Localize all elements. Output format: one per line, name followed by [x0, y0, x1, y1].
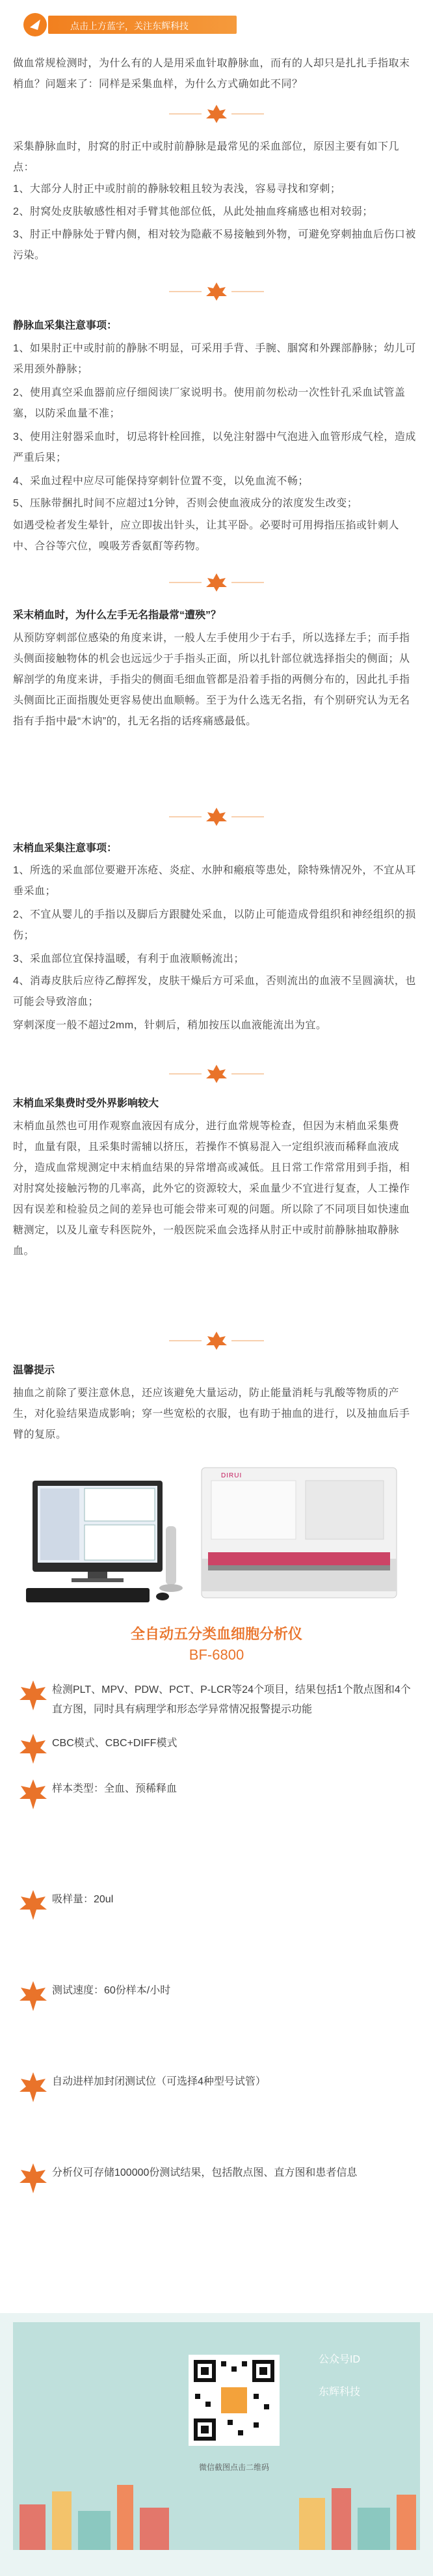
follow-banner[interactable]	[10, 9, 423, 40]
section4-item-2: 2、不宜从婴儿的手指以及脚后方跟腱处采血，以防止可能造成骨组织和神经组织的损伤；	[13, 909, 416, 941]
feature-text: 自动进样加封闭测试位（可选择4种型号试管）	[52, 2076, 266, 2087]
section2-title: 静脉血采集注意事项：	[13, 320, 118, 331]
section4-title: 末梢血采集注意事项：	[13, 843, 118, 854]
maple-leaf-divider	[0, 1328, 433, 1354]
feature-text: 样本类型：全血、预稀释血	[52, 1783, 177, 1794]
section1-intro: 采集静脉血时，肘窝的肘正中或肘前静脉是最常见的采血部位，原因主要有如下几点：	[13, 141, 400, 173]
section2-item-6: 如遇受检者发生晕针，应立即拔出针头，让其平卧。必要时可用拇指压掐或针刺人中、合谷等穴位，嗅吸芳香氨酊等药物。	[13, 520, 400, 552]
qr-code[interactable]	[189, 2355, 280, 2446]
section1-item-3: 3、肘正中静脉处于臂内侧，相对较为隐蔽不易接触到外物，可避免穿刺抽血后伤口被污染。	[13, 229, 416, 261]
section6-title: 温馨提示	[13, 1365, 55, 1376]
section2-item-3: 3、使用注射器采血时，切忌将针栓回推，以免注射器中气泡进入血管形成气栓，造成严重后果；	[13, 432, 416, 463]
feature-item	[13, 2157, 420, 2202]
section2-item-5: 5、压脉带捆扎时间不应超过1分钟，否则会使血液成分的浓度发生改变；	[13, 498, 358, 509]
product-title: 全自动五分类血细胞分析仪	[130, 1626, 302, 1642]
section2-item-1: 1、如果肘正中或肘前的静脉不明显，可采用手背、手腕、腘窝和外踝部静脉；幼儿可采用颈外静脉；	[13, 343, 416, 375]
section1-item-1: 1、大部分人肘正中或肘前的静脉较粗且较为表浅，容易寻找和穿刺；	[13, 184, 341, 195]
account-id-label: 公众号ID	[319, 2354, 361, 2365]
feature-item	[13, 1975, 420, 2020]
section2-item-4: 4、采血过程中应尽可能保持穿刺针位置不变，以免血流不畅；	[13, 476, 309, 487]
maple-leaf-divider	[0, 804, 433, 830]
section4-item-4: 4、消毒皮肤后应待乙醇挥发，皮肤干燥后方可采血，否则流出的血液不呈圆滴状，也可能会导致溶血；	[13, 976, 416, 1007]
intro-paragraph: 做血常规检测时，为什么有的人是用采血针取静脉血，而有的人却只是扎扎手指取末梢血？问题来了：同样是采集血样，为什么方式确如此不同？	[13, 58, 410, 90]
maple-leaf-icon	[17, 2162, 49, 2195]
footer	[0, 2313, 433, 2576]
leaf-icon	[22, 12, 48, 38]
product-model: BF-6800	[189, 1647, 244, 1663]
footer-panel	[13, 2322, 420, 2550]
maple-leaf-icon	[17, 2071, 49, 2103]
maple-leaf-icon	[17, 1889, 49, 1921]
section4-item-3: 3、采血部位宜保持温暖，有利于血液顺畅流出；	[13, 953, 244, 965]
feature-item	[13, 1674, 420, 1720]
section1-item-2: 2、肘窝处皮肤敏感性相对手臂其他部位低，从此处抽血疼痛感也相对较弱；	[13, 206, 373, 217]
feature-item	[13, 1727, 420, 1773]
brand-label: DIRUI	[221, 1472, 243, 1479]
maple-leaf-icon	[17, 1733, 49, 1765]
feature-item	[13, 2066, 420, 2111]
maple-leaf-divider	[0, 1061, 433, 1087]
feature-item	[13, 1884, 420, 1929]
feature-text: 分析仪可存储100000份测试结果，包括散点图、直方图和患者信息	[52, 2167, 358, 2178]
section5-body: 末梢血虽然也可用作观察血液因有成分，进行血常规等检查，但因为末梢血采集费时，血量有限，且采集时需辅以挤压，若操作不慎易混入一定组织液而稀释血液成分，造成血常规测定中末梢血结果的异常增高或减低。且日常工作常常用到手指，相对肘窝处接触污物的几率高，此外它的资源较大，采血量少不宜进行复查，人工操作因有误差和检验员之间的差异也可能会带来可观的问题。所以除了不同项目如快速血糖测定，以及儿童专科医院外，一般医院采血会选择从肘正中或肘前静脉抽取静脉血。	[13, 1121, 410, 1257]
section2-item-2: 2、使用真空采血器前应仔细阅读厂家说明书。使用前勿松动一次性针孔采血试管盖塞，以防采血量不准；	[13, 387, 406, 419]
maple-leaf-divider	[0, 101, 433, 127]
feature-text: CBC模式、CBC+DIFF模式	[52, 1738, 177, 1749]
feature-text: 测试速度：60份样本/小时	[52, 1985, 171, 1996]
section6-body: 抽血之前除了要注意休息，还应该避免大量运动，防止能量消耗与乳酸等物质的产生，对化验结果造成影响；穿一些宽松的衣服，也有助于抽血的进行，以及抽血后手臂的复原。	[13, 1388, 410, 1440]
section3-title: 采末梢血时，为什么左手无名指最常“遭殃”？	[13, 610, 222, 621]
section3-body: 从预防穿刺部位感染的角度来讲，一般人左手使用少于右手，所以选择左手；而手指头侧面接触物体的机会也远远少于手指头正面，所以扎针部位就选择指尖的侧面；从解剖学的角度来讲，手指尖的侧面毛细血管都是沿着手指的两侧分布的，因此扎手指头侧面比正面指腹处更容易使出血顺畅。至于为什么选无名指，有个别研究认为无名指有手指中最“木讷”的，扎无名指的话疼痛感最低。	[13, 633, 410, 727]
section5-title: 末梢血采集费时受外界影响较大	[13, 1098, 159, 1109]
section4-item-5: 穿刺深度一般不超过2mm，针刺后，稍加按压以血液能流出为宜。	[13, 1020, 327, 1031]
analyzer-product-image	[26, 1455, 407, 1611]
account-name: 东辉科技	[319, 2387, 361, 2398]
maple-leaf-icon	[17, 1778, 49, 1811]
feature-item	[13, 1773, 420, 1818]
feature-text: 吸样量：20ul	[52, 1894, 114, 1905]
maple-leaf-divider	[0, 569, 433, 596]
section4-item-1: 1、所选的采血部位要避开冻疮、炎症、水肿和瘢痕等患处，除特殊情况外，不宜从耳垂采血；	[13, 865, 416, 897]
maple-leaf-icon	[17, 1679, 49, 1712]
maple-leaf-divider	[0, 279, 433, 305]
follow-text: 点击上方蓝字，关注东辉科技	[70, 21, 189, 31]
feature-text: 检测PLT、MPV、PDW、PCT、P-LCR等24个项目，结果包括1个散点图和4个直方图，同时具有病理学和形态学异常情况报警提示功能	[52, 1684, 411, 1715]
qr-caption: 微信截图点击二维码	[198, 2463, 269, 2472]
maple-leaf-icon	[17, 1980, 49, 2012]
city-skyline-illustration	[13, 2472, 420, 2550]
